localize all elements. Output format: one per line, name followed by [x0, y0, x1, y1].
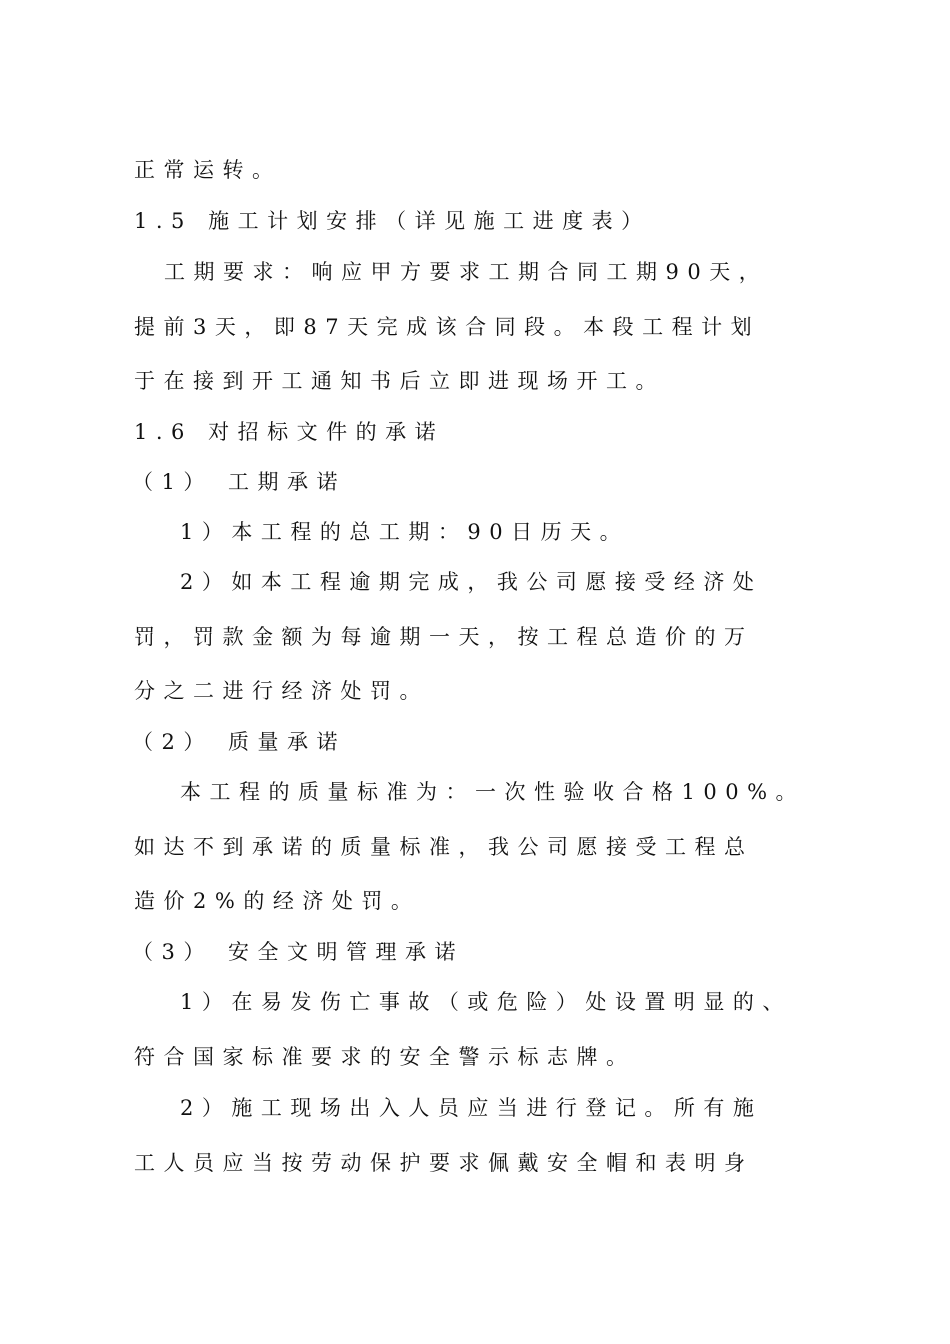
subsection-heading: （1） 工期承诺 [132, 470, 347, 494]
text-line: 本工程的质量标准为：一次性验收合格100%。 [180, 780, 806, 804]
text-line: 工人员应当按劳动保护要求佩戴安全帽和表明身 [134, 1151, 754, 1175]
text-line: 1）本工程的总工期：90日历天。 [180, 520, 630, 544]
text-line: 如达不到承诺的质量标准，我公司愿接受工程总 [134, 835, 754, 859]
text-line: 1）在易发伤亡事故（或危险）处设置明显的、 [180, 990, 792, 1014]
text-line: 2）施工现场出入人员应当进行登记。所有施 [180, 1096, 763, 1120]
section-heading: 1.6 对招标文件的承诺 [134, 420, 445, 444]
text-line: 工期要求：响应甲方要求工期合同工期90天， [164, 260, 769, 284]
subsection-heading: （3） 安全文明管理承诺 [132, 940, 465, 964]
text-line: 罚，罚款金额为每逾期一天，按工程总造价的万 [134, 625, 754, 649]
text-line: 提前3天，即87天完成该合同段。本段工程计划 [134, 315, 761, 339]
text-line: 于在接到开工通知书后立即进现场开工。 [134, 369, 665, 393]
section-heading: 1.5 施工计划安排（详见施工进度表） [134, 209, 651, 233]
text-line: 正常运转。 [134, 158, 282, 182]
text-line: 符合国家标准要求的安全警示标志牌。 [134, 1045, 636, 1069]
text-line: 造价2%的经济处罚。 [134, 889, 421, 913]
subsection-heading: （2） 质量承诺 [132, 730, 347, 754]
text-line: 分之二进行经济处罚。 [134, 679, 429, 703]
text-line: 2）如本工程逾期完成，我公司愿接受经济处 [180, 570, 763, 594]
